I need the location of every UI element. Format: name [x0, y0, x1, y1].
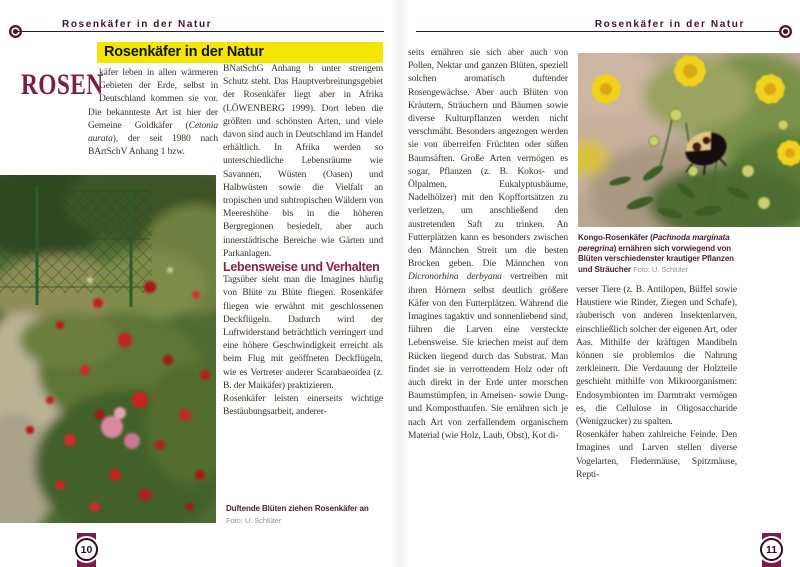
- page-number: 11: [765, 543, 778, 556]
- body-paragraph: Rosenkäfer leisten einerseits wichtige Bestäubungsarbeit, anderer-: [223, 394, 383, 418]
- page-number: 10: [80, 543, 93, 556]
- photo-caption-right: [578, 233, 744, 275]
- dropcap-rosen: ROSEN: [21, 68, 104, 101]
- dropcap-spacer: [88, 67, 99, 94]
- ornament-circle-icon: [779, 25, 792, 38]
- body-paragraph: BNatSchG Anhang b unter strengem Schutz steht. Das Hauptverbreitungsgebiet der Rosenkäfer liegt aber in Afrika (LÖWENBERG 1999). Dort leben die größten und schönsten Arten, und viele davon sind auch in Deutschland im Handel erhältlich. In Afrika werden so unterschiedliche Lebensräume wie Savannen, Wüsten (Oasen) und Halbwüsten sowie die Vielfalt an tropischen und subtropischen Wäldern von Meereshöhe bis in die höheren Bergregionen besiedelt, aber auch innerstädtische Bereiche wie Gärten und Parkanlagen.: [223, 64, 383, 259]
- chapter-title: Rosenkäfer in der Natur: [104, 44, 264, 60]
- species-name: Pachnoda marginata peregrina: [578, 233, 730, 253]
- species-name: Cetonia aurata: [88, 120, 218, 145]
- photo-credit: Foto: U. Schlüter: [226, 515, 282, 525]
- running-head-rule: [17, 31, 384, 32]
- column-3: [408, 47, 568, 443]
- running-head-rule: [416, 31, 782, 32]
- section-heading: Lebensweise und Verhalten: [223, 260, 380, 275]
- beetle-photo: [578, 53, 800, 227]
- body-paragraph: Tagsüber sieht man die Imagines häufig von Blüte zu Blüte fliegen. Rosenkäfer fliegen wie erwähnt mit geschlossenen Deckflügeln. Dadurch wird der Luftwiderstand beträchtlich verringert und eine höhere Geschwindigkeit erreicht als beim Flug mit geöffneten Deckflügeln, wie es Vertreter anderer Scarabaeoidea (z. B. der Maikäfer) praktizieren.: [223, 275, 383, 391]
- running-head-right: Rosenkäfer in der Natur: [594, 19, 745, 30]
- species-name: Dicronorhina derbyana: [408, 272, 502, 283]
- body-paragraph: seits ernähren sie sich aber auch von Pollen, Nektar und ganzen Blüten, speziell solchen aromatisch duftender Rosengewächse. Aber auch Blüten von Kräutern, Sträuchern und Bäumen sowie diverse Kulturpflanzen werden nicht verschmäht. Besonders angezogen werden sie von überreifen Früchten oder süßen Baumsäften. Große Arten vermögen es sogar, Pflanzen (z. B. Kokos- und Ölpalmen, Eukalyptusbäume, Nadelhölzer) mit den Kopffortsätzen zu verletzen, um anschließend den austretenden Saft zu trinken. An Futterplätzen kann es besonders zwischen den Männchen Streit um die besten Brocken geben. Die Männchen von Dicronorhina derbyana vertreiben mit ihren Hörnern selbst deutlich größere Käfer von den Futterplätzen. Während die Imagines tagaktiv und sonnenliebend sind, führen die Larven eine versteckte Lebensweise. Sie kriechen meist auf dem Rücken liegend durch das Substrat. Man findet sie in verrottendem Holz oder oft auch direkt in der Erde unter morschen Baumstümpfen, in Ameisen- sowie Dung- und Komposthaufen. Sie ernähren sich je nach Art von zerfallendem organischem Material (wie Holz, Laub, Obst), Kot di-: [408, 48, 568, 441]
- chapter-title-bar: [97, 42, 383, 63]
- body-paragraph: verser Tiere (z. B. Antilopen, Büffel sowie Haustiere wie Rinder, Ziegen und Schafe), räuberisch von anderen Insektenlarven, einschließlich solcher der eigenen Art, oder Aas. Mithilfe der kräftigen Mandibeln können sie problemlos die Nahrung zerkleinern. Die Verdauung der Holzteile geschieht mithilfe von Mikroorganismen: Endosymbionten im Darmtrakt vermögen es, die Cellulose in Oligosaccharide (Wenigzucker) zu spalten.: [576, 285, 737, 428]
- caption-text: ) ernähren sich vorwiegend von Blüten verschiedenster krautiger Pflanzen und Sträucher: [578, 243, 734, 274]
- page-number-badge-left: [75, 538, 98, 561]
- rose-garden-photo: [0, 175, 216, 523]
- book-spine-shadow: [392, 0, 408, 567]
- intro-column: [88, 67, 218, 159]
- column-2: [223, 63, 383, 419]
- caption-text: Duftende Blüten ziehen Rosenkäfer an: [226, 504, 369, 513]
- caption-text: Kongo-Rosenkäfer (: [578, 233, 653, 242]
- body-paragraph: Rosenkäfer haben zahlreiche Feinde. Den Imagines und Larven stellen diverse Vogelarten, Fledermäuse, Spitzmäuse, Repti-: [576, 430, 737, 480]
- photo-caption-left: [226, 504, 386, 526]
- page-number-badge-right: [760, 538, 783, 561]
- running-head-left: Rosenkäfer in der Natur: [62, 19, 213, 30]
- column-4: [576, 284, 737, 482]
- photo-credit: Foto: U. Schlüter: [633, 264, 689, 274]
- intro-paragraph: käfer leben in allen wärmeren Gebieten der Erde, selbst in Deutschland kommen sie vor. Die bekannteste Art ist hier der Gemeine Goldkäfer (Cetonia aurata), der seit 1980 nach BArtSchV Anhang 1 bzw.: [88, 68, 218, 158]
